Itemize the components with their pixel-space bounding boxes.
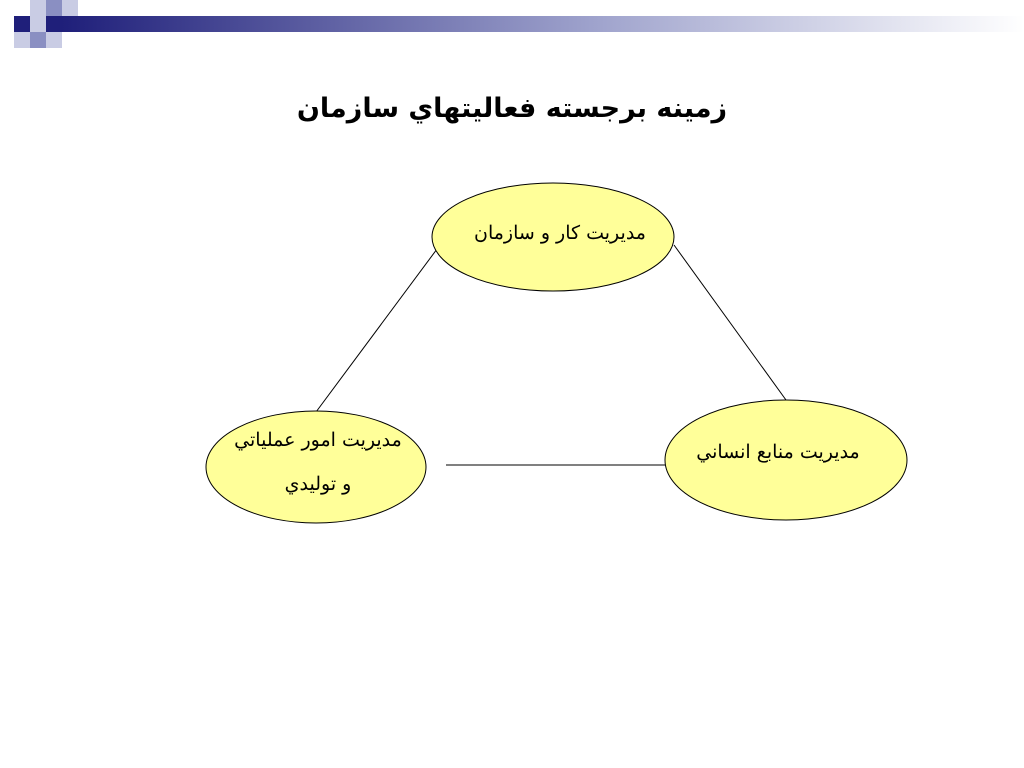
node-right-label — [664, 432, 892, 472]
node-left-line: مديريت امور عملياتي — [234, 429, 402, 451]
slide-title: زمينه برجسته فعاليتهاي سازمان — [296, 93, 728, 124]
node-left-line: و توليدي — [284, 473, 352, 495]
connector-top-right — [674, 245, 786, 400]
node-right-line: مديريت منابع انساني — [696, 441, 860, 463]
node-top-label — [440, 214, 680, 252]
node-left-label — [196, 418, 440, 506]
node-top-line: مديريت كار و سازمان — [474, 222, 646, 244]
connector-top-left — [316, 245, 440, 412]
